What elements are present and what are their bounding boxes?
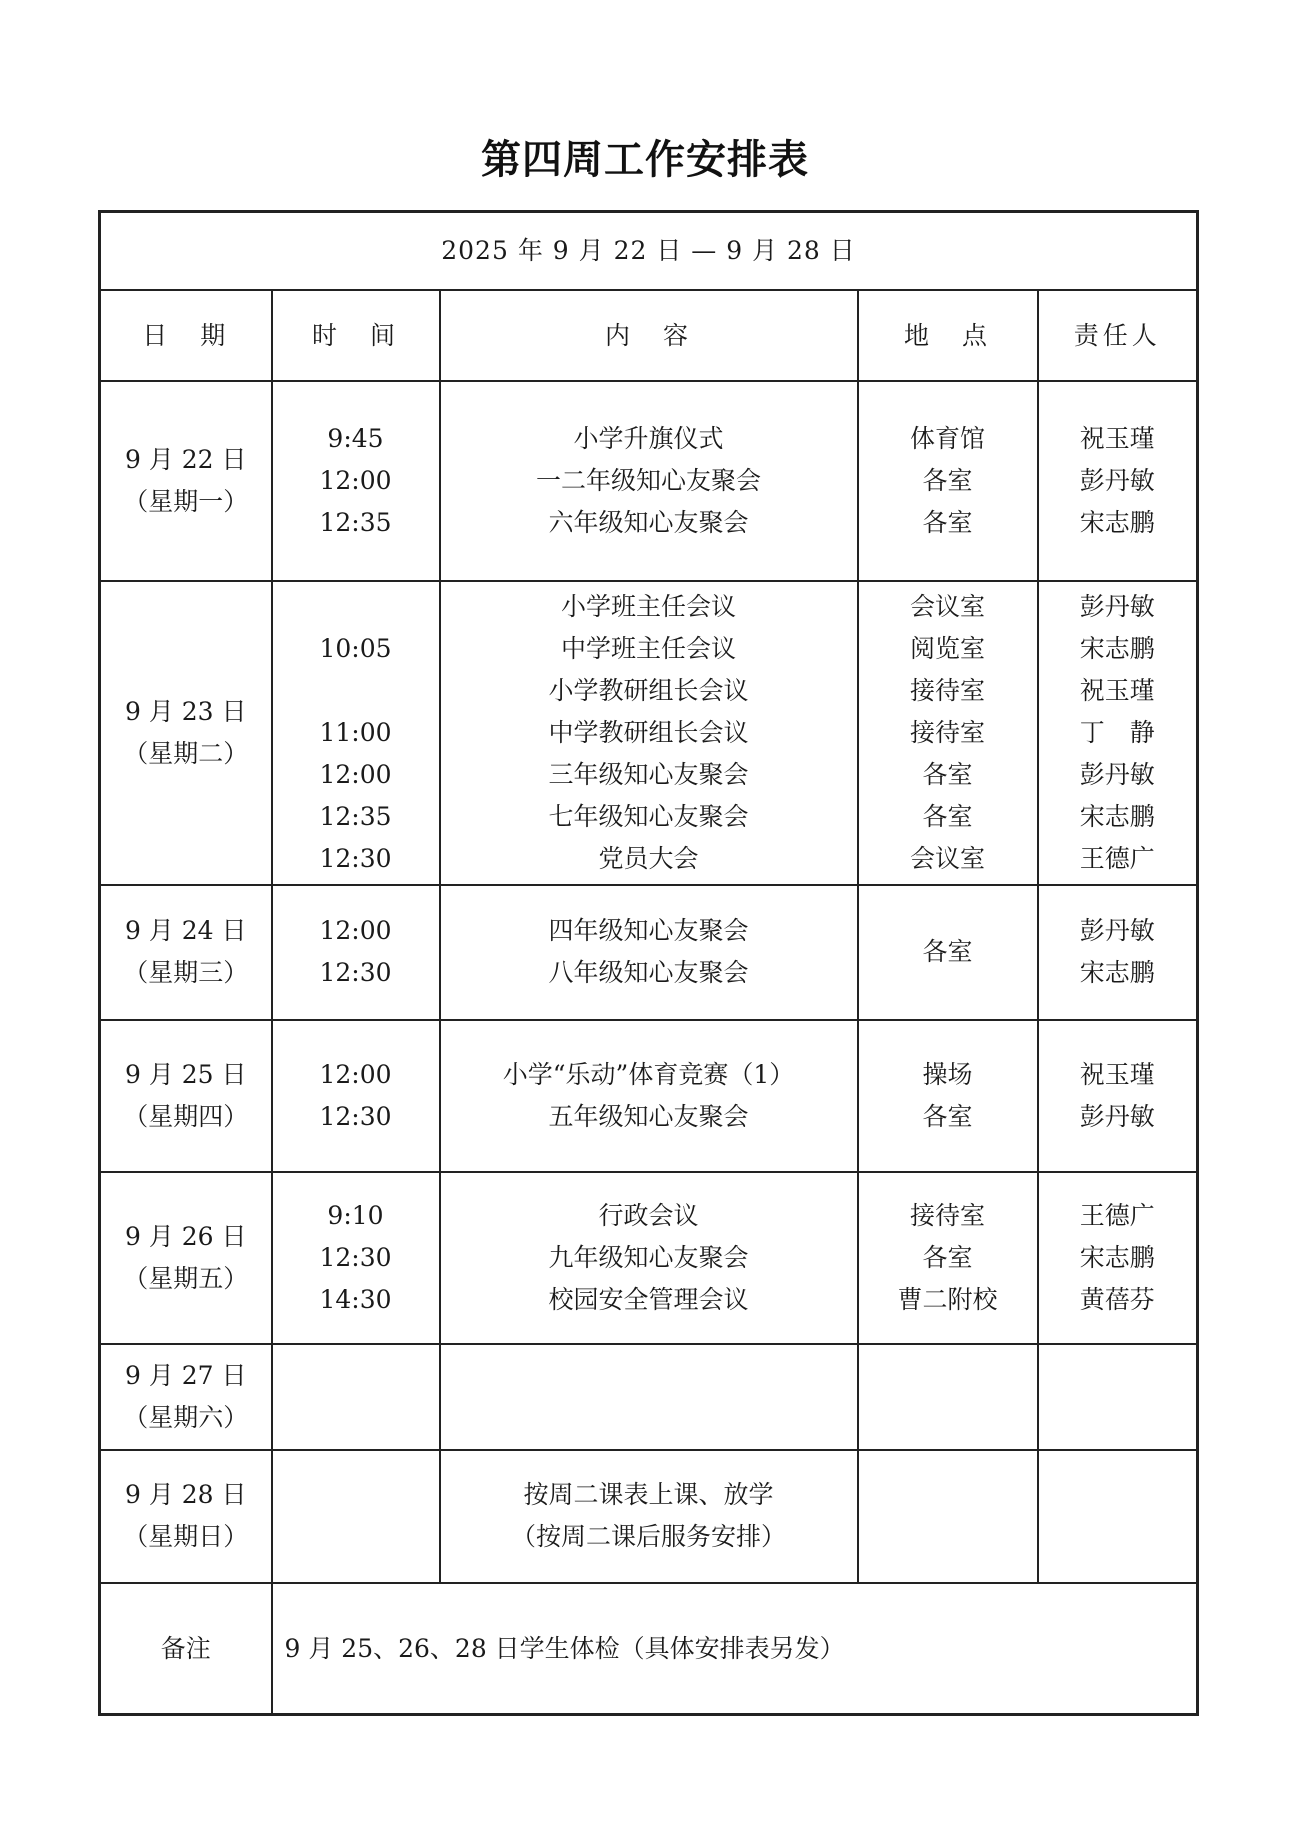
date-range: 2025 年 9 月 22 日 — 9 月 28 日 [100, 212, 1198, 291]
person-entry: 祝玉瑾 [1079, 676, 1155, 706]
content-cell [440, 1020, 858, 1172]
content-entry: 五年级知心友聚会 [548, 1101, 749, 1131]
content-entry: 中学教研组长会议 [548, 718, 749, 748]
time-entry: 12:00 [319, 466, 392, 496]
person-entry: 宋志鹏 [1079, 634, 1155, 664]
content-entry: 三年级知心友聚会 [548, 760, 749, 790]
time-entry: 12:35 [319, 508, 392, 538]
place-entry: 各室 [922, 937, 973, 967]
content-entry: 四年级知心友聚会 [548, 916, 749, 946]
person-cell [1038, 1172, 1198, 1344]
time-entry: 12:00 [319, 1059, 392, 1089]
remarks-text: 9 月 25、26、28 日学生体检（具体安排表另发） [272, 1583, 1198, 1714]
date-range-row [100, 212, 1198, 291]
time-entry: 12:30 [319, 1101, 392, 1131]
time-entry: 9:45 [327, 424, 384, 454]
person-entry: 宋志鹏 [1079, 508, 1155, 538]
content-entry: 党员大会 [598, 844, 699, 874]
place-cell [858, 1450, 1038, 1583]
day-date-cell [100, 1020, 272, 1172]
person-entry: 彭丹敏 [1079, 466, 1155, 496]
day-date: 9 月 26 日 [124, 1221, 247, 1251]
day-date-cell [100, 1344, 272, 1450]
person-entry: 宋志鹏 [1079, 802, 1155, 832]
person-entry: 祝玉瑾 [1079, 424, 1155, 454]
content-cell [440, 1344, 858, 1450]
page-title: 第四周工作安排表 [481, 137, 809, 183]
place-cell [858, 381, 1038, 581]
content-entry: 六年级知心友聚会 [548, 508, 749, 538]
content-entry: 小学“乐动”体育竞赛（1） [502, 1059, 795, 1089]
person-entry: 彭丹敏 [1079, 916, 1155, 946]
day-row [100, 1172, 1198, 1344]
place-entry: 接待室 [909, 676, 985, 706]
time-entry: 11:00 [319, 718, 392, 748]
place-entry: 各室 [922, 1242, 973, 1272]
day-row [100, 885, 1198, 1020]
person-entry: 黄蓓芬 [1079, 1284, 1155, 1314]
day-weekday: （星期日） [123, 1522, 249, 1552]
person-cell [1038, 1344, 1198, 1450]
place-cell [858, 1344, 1038, 1450]
day-date: 9 月 24 日 [124, 916, 247, 946]
day-weekday: （星期三） [123, 958, 249, 988]
person-entry: 宋志鹏 [1079, 958, 1155, 988]
place-entry: 各室 [922, 466, 973, 496]
content-entry: 小学升旗仪式 [573, 424, 724, 454]
place-entry: 阅览室 [909, 634, 985, 664]
person-entry: 王德广 [1079, 844, 1155, 874]
person-cell [1038, 1450, 1198, 1583]
time-cell [272, 1020, 440, 1172]
content-entry: 小学班主任会议 [560, 592, 736, 622]
time-entry: 12:00 [319, 760, 392, 790]
day-weekday: （星期一） [123, 487, 249, 517]
time-cell [272, 885, 440, 1020]
place-entry: 各室 [922, 760, 973, 790]
place-cell [858, 1172, 1038, 1344]
time-cell [272, 581, 440, 884]
day-date: 9 月 27 日 [124, 1360, 247, 1390]
place-entry: 体育馆 [909, 424, 985, 454]
content-cell [440, 885, 858, 1020]
place-entry: 曹二附校 [897, 1284, 998, 1314]
day-row [100, 1020, 1198, 1172]
day-date-cell [100, 1172, 272, 1344]
schedule-table [98, 210, 1199, 1716]
day-date-cell [100, 885, 272, 1020]
day-row [100, 1450, 1198, 1583]
time-cell [272, 1450, 440, 1583]
day-weekday: （星期五） [123, 1263, 249, 1293]
day-row [100, 581, 1198, 884]
content-entry: 行政会议 [598, 1200, 699, 1230]
time-entry: 10:05 [319, 634, 392, 664]
person-cell [1038, 1020, 1198, 1172]
person-entry: 王德广 [1079, 1200, 1155, 1230]
content-cell [440, 581, 858, 884]
day-date: 9 月 28 日 [124, 1480, 247, 1510]
time-entry: 12:30 [319, 1242, 392, 1272]
content-entry: （按周二课后服务安排） [510, 1522, 786, 1552]
place-entry: 会议室 [909, 592, 985, 622]
place-entry: 会议室 [909, 844, 985, 874]
place-entry: 各室 [922, 508, 973, 538]
person-entry: 彭丹敏 [1079, 760, 1155, 790]
person-entry: 彭丹敏 [1079, 1101, 1155, 1131]
content-cell [440, 381, 858, 581]
time-entry: 9:10 [327, 1200, 384, 1230]
header-content: 内 容 [440, 290, 858, 381]
time-cell [272, 1344, 440, 1450]
content-entry: 一二年级知心友聚会 [535, 466, 761, 496]
content-entry: 七年级知心友聚会 [548, 802, 749, 832]
day-weekday: （星期二） [123, 739, 249, 769]
content-entry: 八年级知心友聚会 [548, 958, 749, 988]
person-cell [1038, 885, 1198, 1020]
person-entry: 彭丹敏 [1079, 592, 1155, 622]
time-entry: 12:35 [319, 802, 392, 832]
place-entry: 各室 [922, 1101, 973, 1131]
header-date: 日 期 [100, 290, 272, 381]
content-entry: 校园安全管理会议 [548, 1284, 749, 1314]
content-entry: 中学班主任会议 [560, 634, 736, 664]
content-entry: 小学教研组长会议 [548, 676, 749, 706]
header-row [100, 290, 1198, 381]
person-entry: 宋志鹏 [1079, 1242, 1155, 1272]
header-person: 责任人 [1038, 290, 1198, 381]
day-date-cell [100, 1450, 272, 1583]
place-entry: 操场 [922, 1059, 973, 1089]
day-date-cell [100, 381, 272, 581]
day-row [100, 381, 1198, 581]
day-date: 9 月 22 日 [124, 445, 247, 475]
content-cell [440, 1172, 858, 1344]
time-cell [272, 1172, 440, 1344]
time-entry: 12:30 [319, 844, 392, 874]
day-row [100, 1344, 1198, 1450]
person-cell [1038, 581, 1198, 884]
day-weekday: （星期四） [123, 1101, 249, 1131]
time-entry: 12:30 [319, 958, 392, 988]
place-entry: 各室 [922, 802, 973, 832]
time-entry [273, 670, 439, 712]
place-cell [858, 885, 1038, 1020]
time-cell [272, 381, 440, 581]
person-entry: 祝玉瑾 [1079, 1059, 1155, 1089]
day-date: 9 月 23 日 [124, 697, 247, 727]
day-date: 9 月 25 日 [124, 1059, 247, 1089]
remarks-row [100, 1583, 1198, 1714]
content-entry: 按周二课表上课、放学 [523, 1480, 774, 1510]
person-cell [1038, 381, 1198, 581]
time-entry: 14:30 [319, 1284, 392, 1314]
content-entry: 九年级知心友聚会 [548, 1242, 749, 1272]
time-entry [273, 586, 439, 628]
content-cell [440, 1450, 858, 1583]
day-date-cell [100, 581, 272, 884]
person-entry: 丁 静 [1079, 718, 1155, 748]
day-weekday: （星期六） [123, 1402, 249, 1432]
remarks-label: 备注 [100, 1583, 272, 1714]
place-entry: 接待室 [909, 1200, 985, 1230]
time-entry: 12:00 [319, 916, 392, 946]
place-entry: 接待室 [909, 718, 985, 748]
header-place: 地 点 [858, 290, 1038, 381]
place-cell [858, 1020, 1038, 1172]
place-cell [858, 581, 1038, 884]
header-time: 时 间 [272, 290, 440, 381]
